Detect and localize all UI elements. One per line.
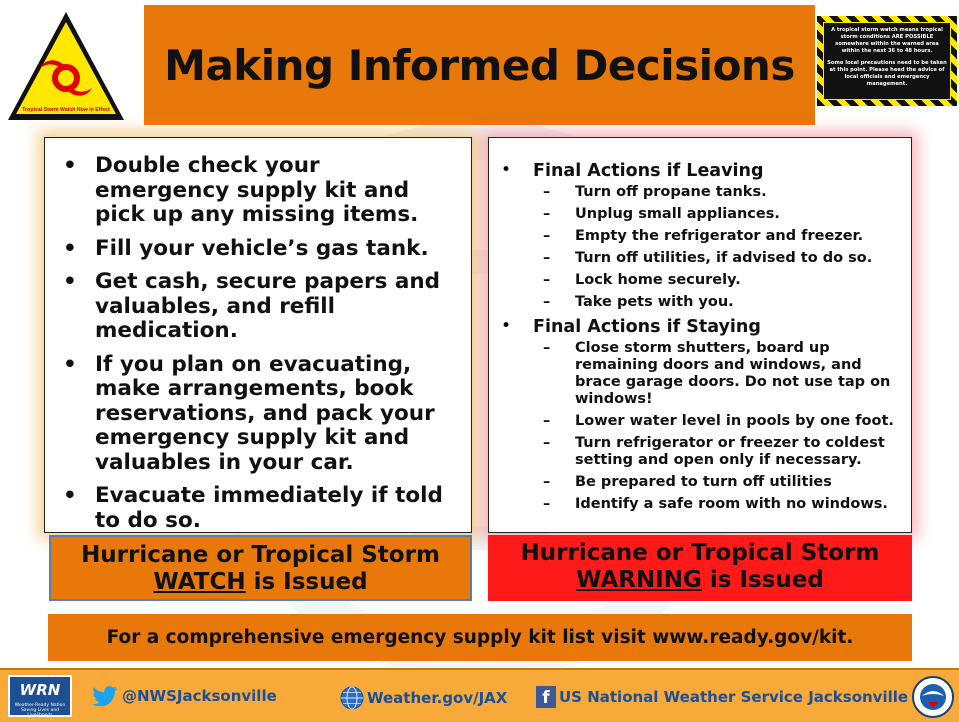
list-item: – Lock home securely. xyxy=(533,272,901,289)
watch-actions-list xyxy=(45,138,471,533)
warning-keyword: WARNING xyxy=(576,567,702,593)
watch-actions-panel xyxy=(44,137,472,533)
website-link[interactable] xyxy=(340,686,507,710)
list-group-leaving xyxy=(501,160,901,311)
list-group-staying xyxy=(501,316,901,513)
list-item: – Identify a safe room with no windows. xyxy=(533,496,901,513)
watch-issued-label xyxy=(49,535,472,601)
supply-kit-banner: For a comprehensive emergency supply kit list visit www.ready.gov/kit. xyxy=(48,614,912,661)
warning-label-suffix: is Issued xyxy=(701,567,824,593)
list-item: – Turn off utilities, if advised to do so. xyxy=(533,250,901,267)
tropical-storm-warning-sign xyxy=(4,8,128,124)
watch-label-line2 xyxy=(51,569,470,596)
list-item: – Turn refrigerator or freezer to coldest setting and open only if necessary. xyxy=(533,435,901,469)
note-text-area xyxy=(824,23,950,99)
weather-ready-nation-logo xyxy=(8,675,72,717)
nws-logo xyxy=(912,676,954,718)
group-heading-staying: • Final Actions if Staying xyxy=(533,317,761,337)
group-heading-leaving: • Final Actions if Leaving xyxy=(533,161,764,181)
list-item: – Take pets with you. xyxy=(533,294,901,311)
list-item: • If you plan on evacuating, make arrangements, book reservations, and pack your emergency supply kit and valuables in your car. xyxy=(57,353,457,476)
watch-label-suffix: is Issued xyxy=(245,569,368,595)
facebook-icon: f xyxy=(536,686,556,708)
leaving-actions-sublist xyxy=(533,184,901,311)
website-url: Weather.gov/JAX xyxy=(367,689,508,707)
list-item: • Evacuate immediately if told to do so. xyxy=(57,484,457,533)
facebook-page-name: US National Weather Service Jacksonville xyxy=(559,688,909,706)
page-title: Making Informed Decisions xyxy=(164,40,795,90)
note-paragraph-1: A tropical storm watch means tropical storm conditions ARE POSSIBLE somewhere within the warned area within the next 36 to 48 hours. xyxy=(831,27,943,55)
list-item: • Get cash, secure papers and valuables, and refill medication. xyxy=(57,270,457,344)
watch-definition-note xyxy=(817,16,957,106)
list-item: – Be prepared to turn off utilities xyxy=(533,474,901,491)
list-item: – Empty the refrigerator and freezer. xyxy=(533,228,901,245)
title-banner xyxy=(144,5,815,125)
watch-keyword: WATCH xyxy=(153,569,246,595)
warning-actions-list xyxy=(489,138,911,513)
warning-issued-label xyxy=(488,535,912,601)
globe-icon xyxy=(340,686,364,710)
watch-label-line1: Hurricane or Tropical Storm xyxy=(81,542,440,568)
footer-bar xyxy=(0,668,959,722)
warning-sign-caption: Tropical Storm Watch Now in Effect xyxy=(22,107,110,113)
list-item: • Fill your vehicle’s gas tank. xyxy=(57,237,457,262)
twitter-bird-icon xyxy=(92,686,118,706)
twitter-handle: @NWSJacksonville xyxy=(122,687,277,705)
wrn-logo-text: WRN xyxy=(19,681,61,699)
list-item: – Turn off propane tanks. xyxy=(533,184,901,201)
wrn-logo-subtext: Weather-Ready Nation Saving Lives and Livelihoods xyxy=(14,703,66,718)
note-paragraph-2: Some local precautions need to be taken at this point. Please heed the advice of local officials and emergency management. xyxy=(827,60,947,88)
list-item: – Lower water level in pools by one foot. xyxy=(533,413,901,430)
list-item: • Double check your emergency supply kit and pick up any missing items. xyxy=(57,154,457,228)
twitter-link[interactable] xyxy=(92,686,277,706)
list-item: – Unplug small appliances. xyxy=(533,206,901,223)
staying-actions-sublist xyxy=(533,340,901,513)
facebook-link[interactable] xyxy=(536,686,908,708)
warning-actions-panel xyxy=(488,137,912,533)
warning-label-line1: Hurricane or Tropical Storm xyxy=(520,540,880,566)
warning-label-line2 xyxy=(488,567,912,594)
list-item: – Close storm shutters, board up remaining doors and windows, and brace garage doors. Do not use tap on windows! xyxy=(533,340,901,408)
